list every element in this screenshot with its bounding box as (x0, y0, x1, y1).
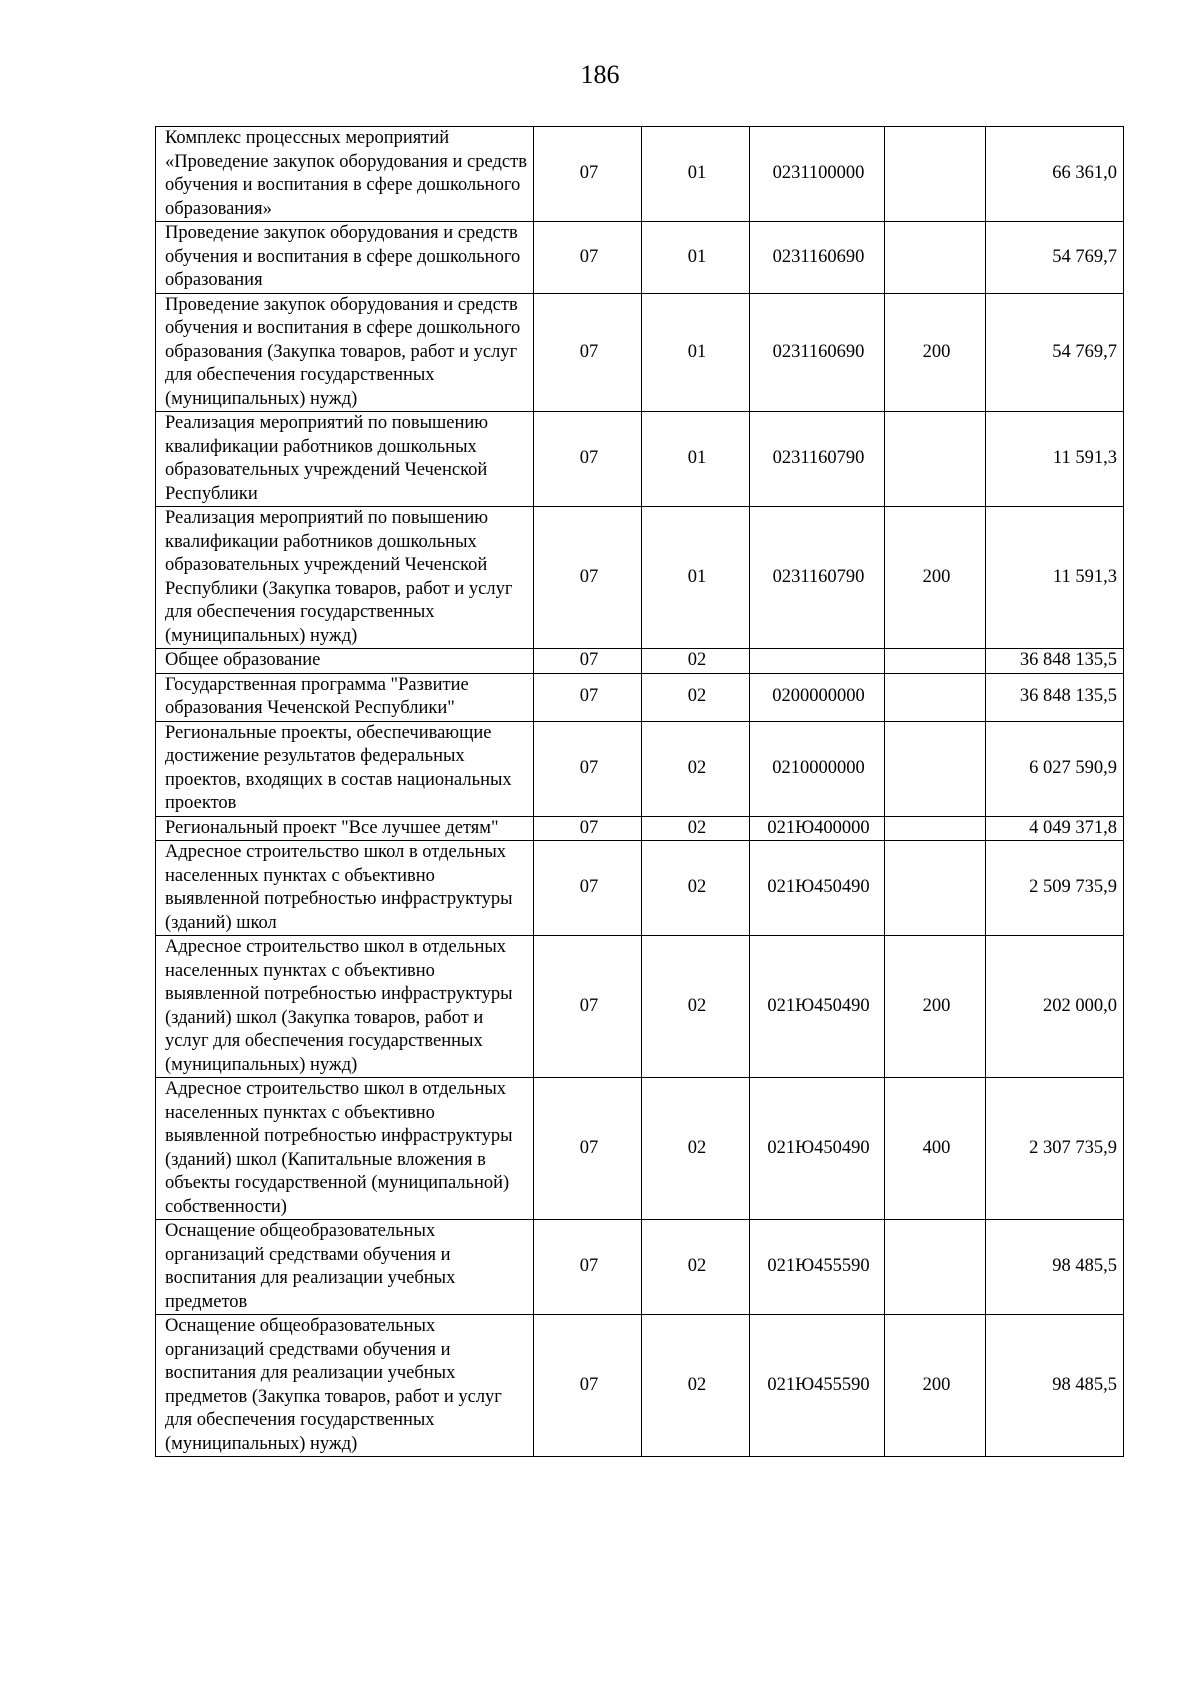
item-name-cell: Региональный проект "Все лучшее детям" (156, 816, 534, 841)
expense-type-code-cell (885, 673, 986, 721)
table-row (156, 1315, 1124, 1457)
target-article-code-cell: 0210000000 (750, 721, 885, 816)
section-code-cell: 07 (534, 841, 642, 936)
subsection-code-cell: 02 (642, 841, 750, 936)
expense-type-code-cell: 200 (885, 293, 986, 412)
table-row (156, 507, 1124, 649)
section-code-cell: 07 (534, 673, 642, 721)
expense-type-code-cell (885, 841, 986, 936)
amount-cell: 66 361,0 (986, 127, 1124, 222)
target-article-code-cell: 0231160690 (750, 293, 885, 412)
amount-cell: 11 591,3 (986, 412, 1124, 507)
target-article-code-cell: 0231160790 (750, 412, 885, 507)
item-name-cell: Оснащение общеобразовательных организаций средствами обучения и воспитания для реализации учебных предметов (156, 1220, 534, 1315)
item-name-cell: Адресное строительство школ в отдельных населенных пунктах с объективно выявленной потребностью инфраструктуры (зданий) школ (Закупка товаров, работ и услуг для обеспечения государственных (муниципальных) нужд) (156, 936, 534, 1078)
amount-cell: 54 769,7 (986, 293, 1124, 412)
section-code-cell: 07 (534, 1078, 642, 1220)
table-row (156, 222, 1124, 294)
amount-cell: 11 591,3 (986, 507, 1124, 649)
section-code-cell: 07 (534, 816, 642, 841)
expense-type-code-cell (885, 127, 986, 222)
section-code-cell: 07 (534, 721, 642, 816)
expense-type-code-cell: 200 (885, 936, 986, 1078)
section-code-cell: 07 (534, 649, 642, 674)
table-row (156, 841, 1124, 936)
item-name-cell: Комплекс процессных мероприятий «Проведение закупок оборудования и средств обучения и воспитания в сфере дошкольного образования» (156, 127, 534, 222)
item-name-cell: Государственная программа "Развитие образования Чеченской Республики" (156, 673, 534, 721)
amount-cell: 54 769,7 (986, 222, 1124, 294)
page-number: 186 (580, 60, 620, 89)
subsection-code-cell: 02 (642, 1220, 750, 1315)
subsection-code-cell: 02 (642, 1315, 750, 1457)
item-name-cell: Адресное строительство школ в отдельных населенных пунктах с объективно выявленной потребностью инфраструктуры (зданий) школ (156, 841, 534, 936)
expense-type-code-cell (885, 649, 986, 674)
item-name-cell: Оснащение общеобразовательных организаций средствами обучения и воспитания для реализации учебных предметов (Закупка товаров, работ и услуг для обеспечения государственных (муниципальных) нужд) (156, 1315, 534, 1457)
item-name-cell: Проведение закупок оборудования и средств обучения и воспитания в сфере дошкольного образования (156, 222, 534, 294)
expense-type-code-cell: 200 (885, 507, 986, 649)
table-row (156, 1220, 1124, 1315)
target-article-code-cell: 021Ю455590 (750, 1220, 885, 1315)
section-code-cell: 07 (534, 293, 642, 412)
table-row (156, 649, 1124, 674)
expense-type-code-cell (885, 1220, 986, 1315)
table-row (156, 412, 1124, 507)
item-name-cell: Реализация мероприятий по повышению квалификации работников дошкольных образовательных учреждений Чеченской Республики (156, 412, 534, 507)
expense-type-code-cell (885, 721, 986, 816)
target-article-code-cell: 0231160790 (750, 507, 885, 649)
table-row (156, 816, 1124, 841)
amount-cell: 4 049 371,8 (986, 816, 1124, 841)
subsection-code-cell: 02 (642, 936, 750, 1078)
table-row (156, 1078, 1124, 1220)
item-name-cell: Проведение закупок оборудования и средств обучения и воспитания в сфере дошкольного образования (Закупка товаров, работ и услуг для обеспечения государственных (муниципальных) нужд) (156, 293, 534, 412)
amount-cell: 2 509 735,9 (986, 841, 1124, 936)
table-row (156, 127, 1124, 222)
table-row (156, 936, 1124, 1078)
expense-type-code-cell (885, 222, 986, 294)
target-article-code-cell: 0231160690 (750, 222, 885, 294)
item-name-cell: Региональные проекты, обеспечивающие достижение результатов федеральных проектов, входящих в состав национальных проектов (156, 721, 534, 816)
amount-cell: 36 848 135,5 (986, 649, 1124, 674)
table-body (156, 127, 1124, 1457)
amount-cell: 98 485,5 (986, 1220, 1124, 1315)
target-article-code-cell: 021Ю450490 (750, 1078, 885, 1220)
target-article-code-cell: 021Ю450490 (750, 841, 885, 936)
target-article-code-cell: 021Ю450490 (750, 936, 885, 1078)
subsection-code-cell: 01 (642, 293, 750, 412)
item-name-cell: Реализация мероприятий по повышению квалификации работников дошкольных образовательных учреждений Чеченской Республики (Закупка товаров, работ и услуг для обеспечения государственных (муниципальных) нужд) (156, 507, 534, 649)
budget-table (155, 126, 1124, 1457)
amount-cell: 36 848 135,5 (986, 673, 1124, 721)
section-code-cell: 07 (534, 412, 642, 507)
section-code-cell: 07 (534, 936, 642, 1078)
subsection-code-cell: 02 (642, 721, 750, 816)
expense-type-code-cell (885, 412, 986, 507)
amount-cell: 98 485,5 (986, 1315, 1124, 1457)
item-name-cell: Адресное строительство школ в отдельных населенных пунктах с объективно выявленной потребностью инфраструктуры (зданий) школ (Капитальные вложения в объекты государственной (муниципальной) собственности) (156, 1078, 534, 1220)
target-article-code-cell: 0231100000 (750, 127, 885, 222)
amount-cell: 6 027 590,9 (986, 721, 1124, 816)
subsection-code-cell: 02 (642, 816, 750, 841)
subsection-code-cell: 02 (642, 649, 750, 674)
item-name-cell: Общее образование (156, 649, 534, 674)
section-code-cell: 07 (534, 507, 642, 649)
table-row (156, 673, 1124, 721)
expense-type-code-cell: 200 (885, 1315, 986, 1457)
subsection-code-cell: 01 (642, 222, 750, 294)
amount-cell: 202 000,0 (986, 936, 1124, 1078)
target-article-code-cell: 0200000000 (750, 673, 885, 721)
amount-cell: 2 307 735,9 (986, 1078, 1124, 1220)
subsection-code-cell: 01 (642, 127, 750, 222)
section-code-cell: 07 (534, 127, 642, 222)
section-code-cell: 07 (534, 222, 642, 294)
table-row (156, 721, 1124, 816)
subsection-code-cell: 02 (642, 1078, 750, 1220)
subsection-code-cell: 01 (642, 412, 750, 507)
section-code-cell: 07 (534, 1315, 642, 1457)
target-article-code-cell: 021Ю455590 (750, 1315, 885, 1457)
expense-type-code-cell: 400 (885, 1078, 986, 1220)
table-row (156, 293, 1124, 412)
subsection-code-cell: 01 (642, 507, 750, 649)
subsection-code-cell: 02 (642, 673, 750, 721)
target-article-code-cell (750, 649, 885, 674)
expense-type-code-cell (885, 816, 986, 841)
target-article-code-cell: 021Ю400000 (750, 816, 885, 841)
section-code-cell: 07 (534, 1220, 642, 1315)
